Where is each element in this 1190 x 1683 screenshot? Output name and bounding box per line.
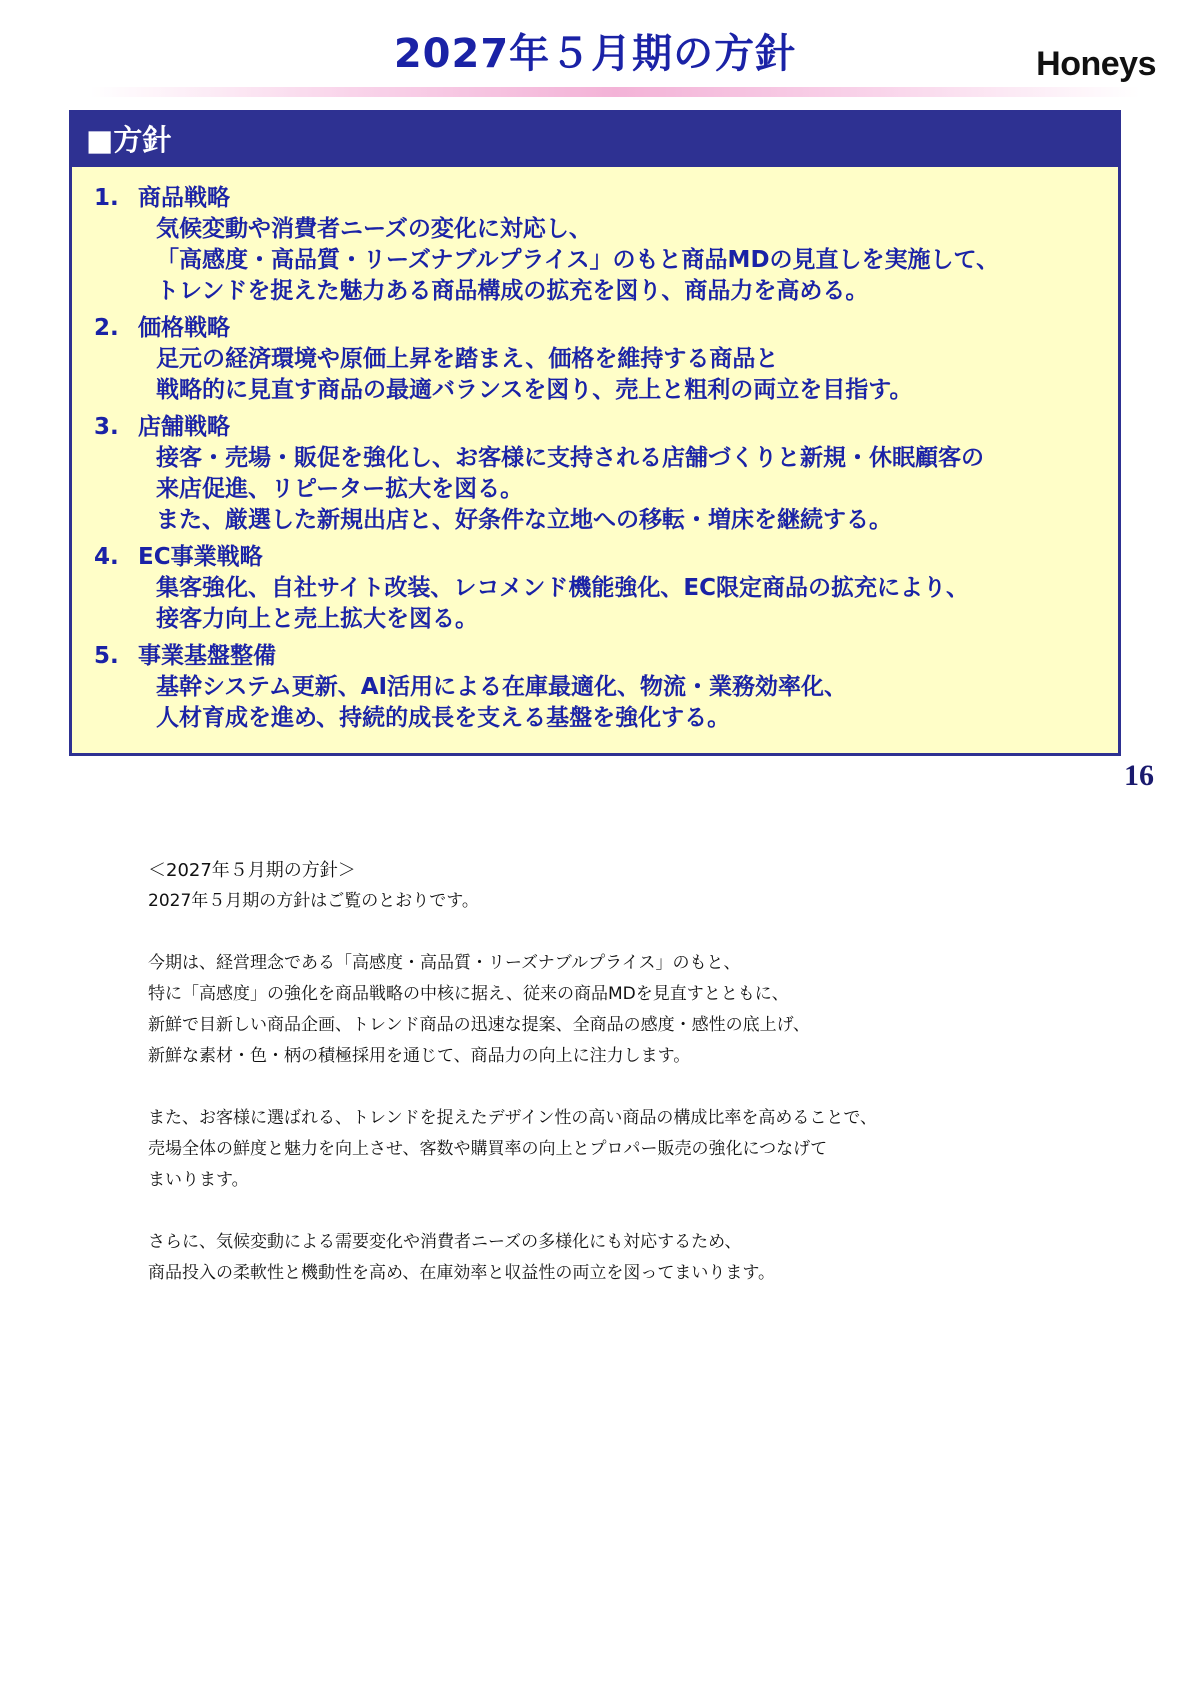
honeys-logo: Honeys: [1036, 45, 1156, 83]
policy-box-heading: ■方針: [72, 113, 1118, 167]
notes-body: [148, 886, 1088, 1289]
policy-section-title: 価格戦略: [138, 315, 230, 341]
policy-section: [90, 412, 1118, 536]
policy-section-line: また、厳選した新規出店と、好条件な立地への移転・増床を継続する。: [156, 507, 892, 533]
notes-line: 特に「高感度」の強化を商品戦略の中核に据え、従来の商品MDを見直すとともに、: [148, 984, 789, 1004]
paragraph-gap: [148, 1072, 1088, 1103]
policy-section-heading: [94, 313, 1118, 344]
notes-line: 新鮮で目新しい商品企画、トレンド商品の迅速な提案、全商品の感度・感性の底上げ、: [148, 1015, 810, 1035]
notes-line: 2027年５月期の方針はご覧のとおりです。: [148, 891, 479, 911]
policy-section-line: 基幹システム更新、AI活用による在庫最適化、物流・業務効率化、: [156, 674, 848, 700]
policy-section-heading: [94, 542, 1118, 573]
policy-section-heading: [94, 641, 1118, 672]
policy-section-line: 気候変動や消費者ニーズの変化に対応し、: [156, 216, 592, 242]
policy-section-number: 5.: [94, 643, 119, 669]
policy-section-line: トレンドを捉えた魅力ある商品構成の拡充を図り、商品力を高める。: [156, 278, 869, 304]
page-number: 16: [1124, 759, 1154, 792]
policy-section-line: 集客強化、自社サイト改装、レコメンド機能強化、EC限定商品の拡充により、: [156, 575, 969, 601]
policy-section-line: 人材育成を進め、持続的成長を支える基盤を強化する。: [156, 705, 731, 731]
policy-section: [90, 641, 1118, 734]
policy-list: [72, 167, 1118, 734]
notes-line: 売場全体の鮮度と魅力を向上させ、客数や購買率の向上とプロパー販売の強化につなげて: [148, 1139, 828, 1159]
notes-line: 商品投入の柔軟性と機動性を高め、在庫効率と収益性の両立を図ってまいります。: [148, 1263, 775, 1283]
policy-section-line: 戦略的に見直す商品の最適バランスを図り、売上と粗利の両立を目指す。: [156, 377, 913, 403]
policy-section-number: 4.: [94, 544, 119, 570]
policy-section-title: EC事業戦略: [138, 544, 263, 570]
policy-section-heading: [94, 412, 1118, 443]
notes-line: さらに、気候変動による需要変化や消費者ニーズの多様化にも対応するため、: [148, 1232, 742, 1252]
policy-section-line: 接客力向上と売上拡大を図る。: [156, 606, 478, 632]
notes-line: また、お客様に選ばれる、トレンドを捉えたデザイン性の高い商品の構成比率を高めることで、: [148, 1108, 878, 1128]
policy-section-line: 「高感度・高品質・リーズナブルプライス」のもと商品MDの見直しを実施して、: [156, 247, 1000, 273]
policy-section-number: 2.: [94, 315, 119, 341]
policy-section: [90, 542, 1118, 635]
notes-line: まいります。: [148, 1170, 249, 1190]
policy-section-number: 1.: [94, 185, 119, 211]
policy-section-line: 接客・売場・販促を強化し、お客様に支持される店舗づくりと新規・休眠顧客の: [156, 445, 984, 471]
title-underline: [90, 87, 1140, 97]
policy-section-title: 店舗戦略: [138, 414, 230, 440]
policy-section-title: 事業基盤整備: [138, 643, 276, 669]
notes-line: 今期は、経営理念である「高感度・高品質・リーズナブルプライス」のもと、: [148, 953, 741, 973]
notes-title: ＜2027年５月期の方針＞: [148, 860, 356, 881]
policy-section-line: 足元の経済環境や原価上昇を踏まえ、価格を維持する商品と: [156, 346, 779, 372]
paragraph-gap: [148, 917, 1088, 948]
notes-line: 新鮮な素材・色・柄の積極採用を通じて、商品力の向上に注力します。: [148, 1046, 691, 1066]
policy-section-title: 商品戦略: [138, 185, 230, 211]
policy-section: [90, 313, 1118, 406]
policy-section: [90, 183, 1118, 307]
policy-section-number: 3.: [94, 414, 119, 440]
paragraph-gap: [148, 1196, 1088, 1227]
policy-box: [69, 110, 1121, 756]
speaker-notes: [148, 856, 1088, 1289]
slide-title: 2027年５月期の方針: [393, 31, 797, 77]
policy-section-line: 来店促進、リピーター拡大を図る。: [156, 476, 524, 502]
policy-section-heading: [94, 183, 1118, 214]
